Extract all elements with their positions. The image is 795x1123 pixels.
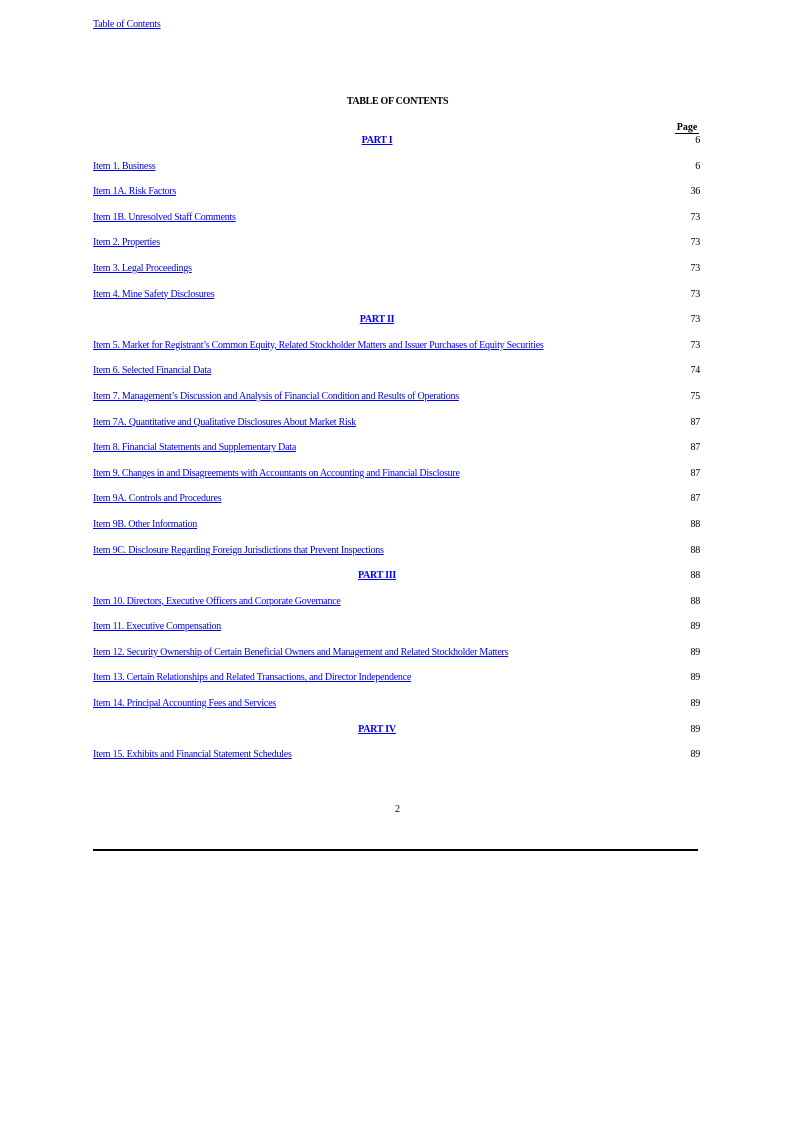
toc-row	[93, 492, 700, 518]
page-title: TABLE OF CONTENTS	[346, 96, 449, 107]
toc-page-number: 36	[690, 186, 700, 198]
toc-item-link[interactable]: Item 12. Security Ownership of Certain Beneficial Owners and Management and Related Stockholder Matters	[93, 646, 509, 658]
toc-row	[93, 544, 700, 570]
toc-row	[93, 646, 700, 672]
toc-part-row	[93, 313, 700, 339]
toc-item-link[interactable]: Item 7. Management’s Discussion and Analysis of Financial Condition and Results of Operations	[93, 390, 459, 402]
toc-row	[93, 160, 700, 186]
page-column-header: Page	[676, 122, 698, 133]
toc-item-link[interactable]: Item 9B. Other Information	[93, 518, 198, 530]
toc-page-number: 73	[690, 339, 700, 351]
toc-part-link[interactable]: PART III	[357, 570, 397, 582]
toc-part-link[interactable]: PART II	[359, 314, 395, 326]
toc-item-link[interactable]: Item 10. Directors, Executive Officers and Corporate Governance	[93, 595, 341, 607]
toc-row	[93, 288, 700, 314]
toc-item-link[interactable]: Item 1B. Unresolved Staff Comments	[93, 211, 236, 223]
toc-row	[93, 211, 700, 237]
toc-page-number: 73	[690, 288, 700, 300]
toc-item-link[interactable]: Item 14. Principal Accounting Fees and Services	[93, 698, 276, 710]
toc-page-number: 89	[690, 749, 700, 761]
toc-item-link[interactable]: Item 1A. Risk Factors	[93, 186, 177, 198]
toc-item-link[interactable]: Item 11. Executive Compensation	[93, 621, 221, 633]
toc-part-link[interactable]: PART I	[361, 135, 393, 146]
toc-part-row	[93, 569, 700, 595]
page-number: 2	[395, 804, 400, 815]
toc-item-link[interactable]: Item 15. Exhibits and Financial Statement Schedules	[93, 749, 292, 761]
toc-page-number: 89	[690, 646, 700, 658]
toc-page-number: 89	[690, 621, 700, 633]
toc-page-number: 88	[690, 544, 700, 556]
toc-item-link[interactable]: Item 13. Certain Relationships and Related Transactions, and Director Independence	[93, 672, 412, 684]
toc-part-row	[93, 723, 700, 749]
toc-page-number: 87	[690, 416, 700, 428]
toc-row	[93, 364, 700, 390]
toc-row	[93, 671, 700, 697]
toc-page-number: 87	[690, 467, 700, 479]
toc-item-link[interactable]: Item 9A. Controls and Procedures	[93, 493, 222, 505]
toc-row	[93, 441, 700, 467]
toc-item-link[interactable]: Item 4. Mine Safety Disclosures	[93, 288, 215, 300]
toc-row	[93, 748, 700, 774]
toc-page-number: 73	[690, 211, 700, 223]
toc-row	[93, 595, 700, 621]
toc-item-link[interactable]: Item 8. Financial Statements and Supplementary Data	[93, 442, 297, 454]
toc-row	[93, 467, 700, 493]
toc-item-link[interactable]: Item 6. Selected Financial Data	[93, 365, 212, 377]
toc-row	[93, 262, 700, 288]
toc-row	[93, 236, 700, 262]
toc-page-number: 87	[690, 442, 700, 454]
toc-item-link[interactable]: Item 7A. Quantitative and Qualitative Disclosures About Market Risk	[93, 416, 356, 428]
toc-item-link[interactable]: Item 9C. Disclosure Regarding Foreign Jurisdictions that Prevent Inspections	[93, 544, 384, 556]
toc-page-number: 88	[690, 518, 700, 530]
toc-row	[93, 697, 700, 723]
toc-page-number: 73	[690, 237, 700, 249]
toc-page-number: 75	[690, 390, 700, 402]
toc-row	[93, 620, 700, 646]
toc-page-number: 73	[690, 262, 700, 274]
toc-page-number: 89	[690, 698, 700, 710]
toc-page-number: 74	[690, 365, 700, 377]
toc-page-number: 73	[690, 314, 700, 326]
toc-page-number: 6	[695, 135, 700, 146]
table-of-contents-link[interactable]: Table of Contents	[93, 19, 161, 30]
footer-rule	[93, 849, 698, 851]
toc-row	[93, 390, 700, 416]
toc-page-number: 87	[690, 493, 700, 505]
toc-item-link[interactable]: Item 9. Changes in and Disagreements with Accountants on Accounting and Financial Disclosure	[93, 467, 460, 479]
toc-row	[93, 185, 700, 211]
toc-page-number: 6	[695, 160, 700, 172]
toc-row	[93, 416, 700, 442]
toc-item-link[interactable]: Item 3. Legal Proceedings	[93, 262, 192, 274]
toc-row	[93, 518, 700, 544]
toc-page-number: 88	[690, 595, 700, 607]
toc-part-row	[93, 134, 700, 160]
toc-part-link[interactable]: PART IV	[358, 723, 396, 735]
toc-item-link[interactable]: Item 1. Business	[93, 160, 156, 172]
toc-row	[93, 339, 700, 365]
toc-list	[93, 134, 700, 774]
toc-page-number: 88	[690, 570, 700, 582]
toc-page-number: 89	[690, 672, 700, 684]
toc-item-link[interactable]: Item 5. Market for Registrant’s Common Equity, Related Stockholder Matters and Issuer Purchases of Equity Securities	[93, 339, 544, 351]
toc-item-link[interactable]: Item 2. Properties	[93, 237, 160, 249]
toc-page-number: 89	[690, 723, 700, 735]
